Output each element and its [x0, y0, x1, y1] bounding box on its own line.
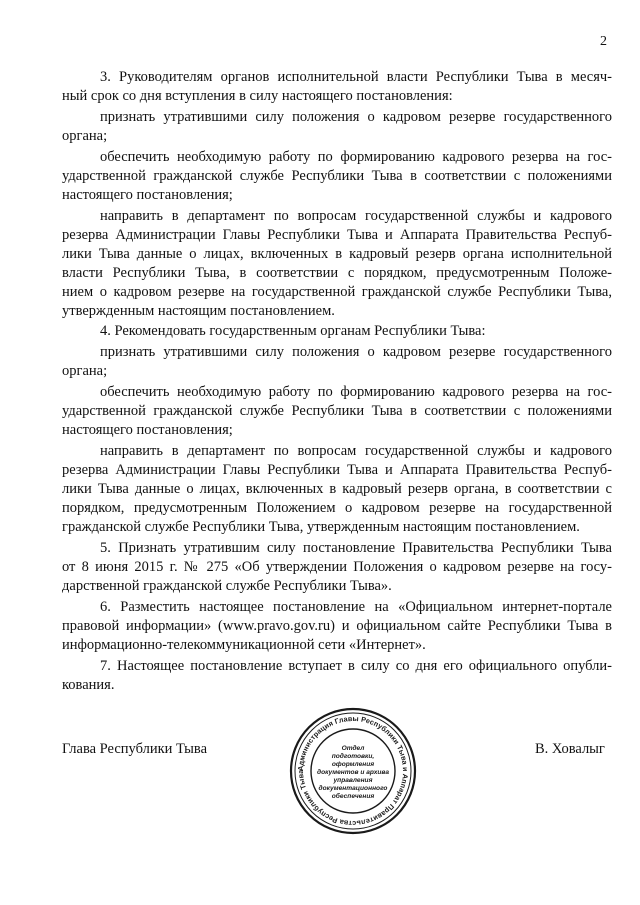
text-line: признать утратившими силу положения о кадровом резерве государственного — [100, 109, 612, 125]
text-line: 4. Рекомендовать государственным органам Республики Тыва: — [100, 323, 486, 339]
text-line: 5. Признать утратившим силу постановление Правительства Республики Тыва — [100, 540, 612, 556]
text-line: настоящего постановления; — [62, 422, 233, 438]
signatory-title: Глава Республики Тыва — [62, 741, 208, 757]
text-line: от 8 июня 2015 г. № 275 «Об утверждении Положения о кадровом резерве на госу- — [62, 559, 612, 575]
text-line: резерва Администрации Главы Республики Тыва и Аппарата Правительства Респуб- — [62, 227, 612, 243]
text-line: лики Тыва данные о лицах, включенных в кадровый резерв органа, в соответствии с — [62, 481, 612, 497]
text-line: резерва Администрации Главы Республики Тыва и Аппарата Правительства Респуб- — [62, 462, 612, 478]
text-line: лики Тыва данные о лицах, включенных в кадровый резерв органа исполнительной — [62, 246, 612, 262]
text-line: нием о кадровом резерве на государственной гражданской службе Республики Тыва, — [62, 284, 612, 300]
text-line: направить в департамент по вопросам государственной службы и кадрового — [100, 443, 612, 459]
text-line: 3. Руководителям органов исполнительной власти Республики Тыва в месяч- — [100, 69, 612, 85]
text-line: признать утратившими силу положения о кадровом резерве государственного — [100, 344, 612, 360]
text-line: ударственной гражданской службе Республики Тыва в соответствии с положениями — [62, 168, 612, 184]
text-line: 6. Разместить настоящее постановление на «Официальном интернет-портале — [100, 599, 612, 615]
seal-center-line: обеспечения — [331, 793, 375, 800]
text-line: порядком, предусмотренным Положением о кадровом резерве на государственной — [62, 500, 612, 516]
text-line: настоящего постановления; — [62, 187, 233, 203]
text-line: органа; — [62, 363, 108, 379]
seal-center-line: документов и архива — [317, 769, 389, 776]
seal-center-line: подготовки, — [331, 753, 375, 760]
seal-center-text — [317, 744, 389, 800]
text-line: органа; — [62, 128, 108, 144]
seal-center-line: Отдел — [341, 745, 365, 752]
text-line: правовой информации» (www.pravo.gov.ru) и официальном сайте Республики Тыва в — [62, 618, 612, 634]
text-line: направить в департамент по вопросам государственной службы и кадрового — [100, 208, 612, 224]
text-line: дарственной гражданской службе Республики Тыва». — [62, 578, 392, 594]
text-line: ударственной гражданской службе Республики Тыва в соответствии с положениями — [62, 403, 612, 419]
signatory-name: В. Ховалыг — [535, 741, 605, 757]
text-line: власти Республики Тыва, в соответствии с порядком, предусмотренным Положе- — [62, 265, 612, 281]
text-line: утвержденным настоящим постановлением. — [62, 303, 335, 319]
official-seal — [288, 706, 418, 836]
seal-center-line: управления — [333, 777, 373, 784]
text-line: ный срок со дня вступления в силу настоящего постановления: — [62, 88, 453, 104]
seal-center-line: оформления — [331, 761, 375, 768]
text-line: обеспечить необходимую работу по формированию кадрового резерва на гос- — [100, 149, 612, 165]
text-line: гражданской службе Республики Тыва, утвержденным настоящим постановлением. — [62, 519, 580, 535]
text-line: информационно-телекоммуникационной сети «Интернет». — [62, 637, 426, 653]
page-number: 2 — [600, 34, 607, 49]
seal-center-line: документационного — [318, 785, 388, 792]
seal-ring-text: Администрация Главы Республики Тыва и Аппарат Правительства Республики Тыва — [295, 713, 411, 829]
text-line: 7. Настоящее постановление вступает в силу со дня его официального опубли- — [100, 658, 612, 674]
text-line: кования. — [62, 677, 115, 693]
text-line: обеспечить необходимую работу по формированию кадрового резерва на гос- — [100, 384, 612, 400]
